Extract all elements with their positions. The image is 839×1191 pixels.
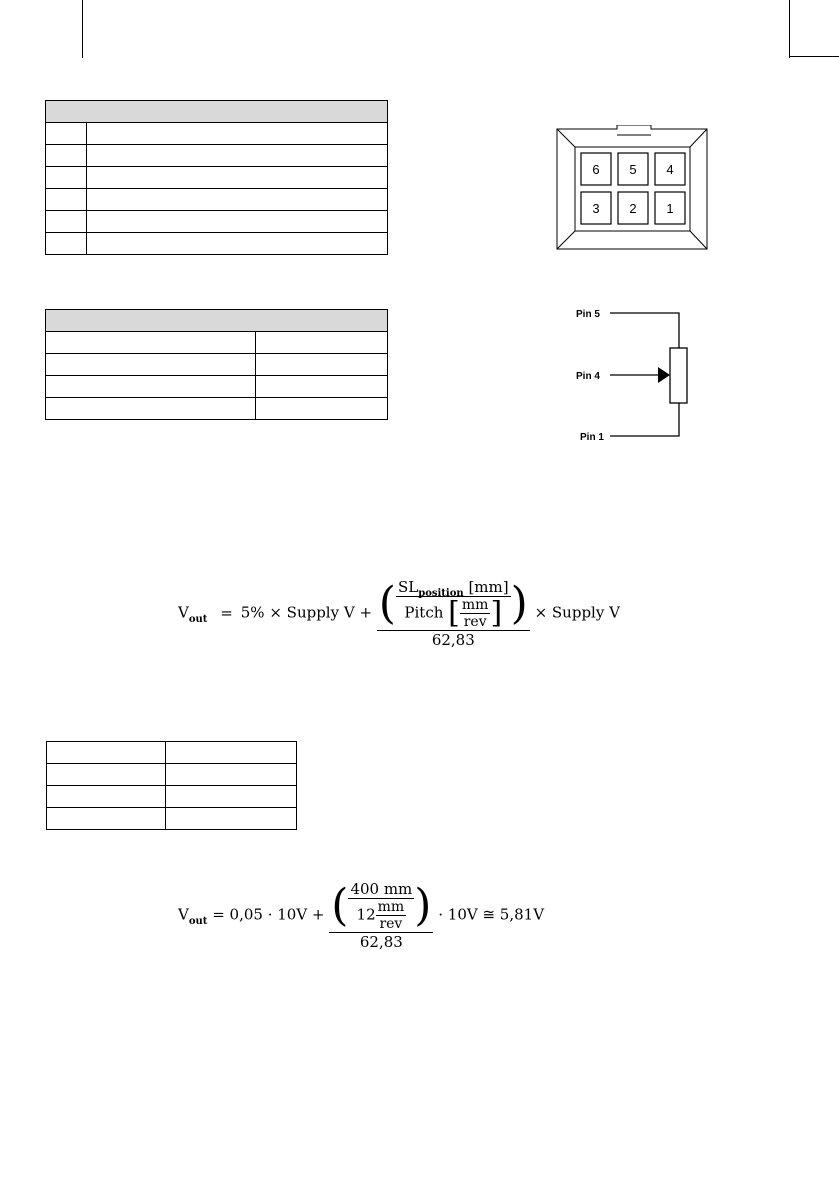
table-row: [46, 233, 388, 255]
wiper-arrow-icon: [658, 367, 670, 383]
table-row: [46, 354, 388, 376]
table-row: [46, 398, 388, 420]
pin-number: 6: [592, 162, 600, 177]
pin-label: Pin 1: [580, 432, 604, 443]
formula-denominator: 62,83: [329, 932, 433, 951]
pin-number: 5: [629, 162, 637, 177]
formula-equals: =: [220, 603, 233, 622]
pin-number: 3: [592, 201, 600, 216]
formula-term: × Supply V: [534, 603, 620, 622]
formula-subscript: out: [188, 915, 208, 927]
formula-fraction: ( $SL_{position}$ [mm] Pitch [ $\frac{mm}{\text{rev}}$ ] ) 62,83: [378, 578, 528, 649]
spec-table-header: [46, 310, 388, 332]
table-row: [47, 808, 297, 830]
formula-term: = 0,05 · 10V +: [212, 905, 325, 924]
pin-label: Pin 4: [576, 371, 600, 382]
crop-mark-right: [789, 0, 790, 58]
table-row: [46, 332, 388, 354]
formula-symbol: V: [178, 905, 189, 924]
spec-table: [45, 309, 388, 420]
table-row: [46, 167, 388, 189]
pin-table: [45, 100, 388, 255]
table-row: [46, 145, 388, 167]
formula-symbol: V: [178, 603, 189, 622]
formula-fraction: ( 400 mm 12 $\frac{mm}{\text{rev}}$ ) 62,83: [331, 880, 432, 951]
formula-general: [178, 578, 620, 649]
table-row: [47, 742, 297, 764]
pin-number: 1: [666, 201, 674, 216]
pin-table-header: [46, 101, 388, 123]
table-row: [47, 786, 297, 808]
crop-mark-left: [82, 0, 83, 58]
table-row: [46, 211, 388, 233]
table-row: [47, 764, 297, 786]
spec-table-header-cell: [46, 310, 388, 332]
crop-mark-top-right: [789, 56, 839, 57]
table-row: [46, 376, 388, 398]
formula-subscript: out: [188, 613, 208, 625]
formula-denominator: 62,83: [377, 630, 530, 649]
pin-table-header-cell: [46, 101, 388, 123]
potentiometer-schematic: [570, 305, 700, 445]
pin-number: 2: [629, 201, 637, 216]
table-row: [46, 123, 388, 145]
connector-diagram: [555, 125, 711, 253]
formula-example: [178, 880, 544, 951]
example-table: [46, 741, 297, 830]
table-row: [46, 189, 388, 211]
formula-term: 5% × Supply V +: [240, 603, 373, 622]
pin-number: 4: [666, 162, 674, 177]
formula-term: · 10V ≅ 5,81V: [438, 905, 545, 924]
pin-label: Pin 5: [576, 309, 600, 320]
